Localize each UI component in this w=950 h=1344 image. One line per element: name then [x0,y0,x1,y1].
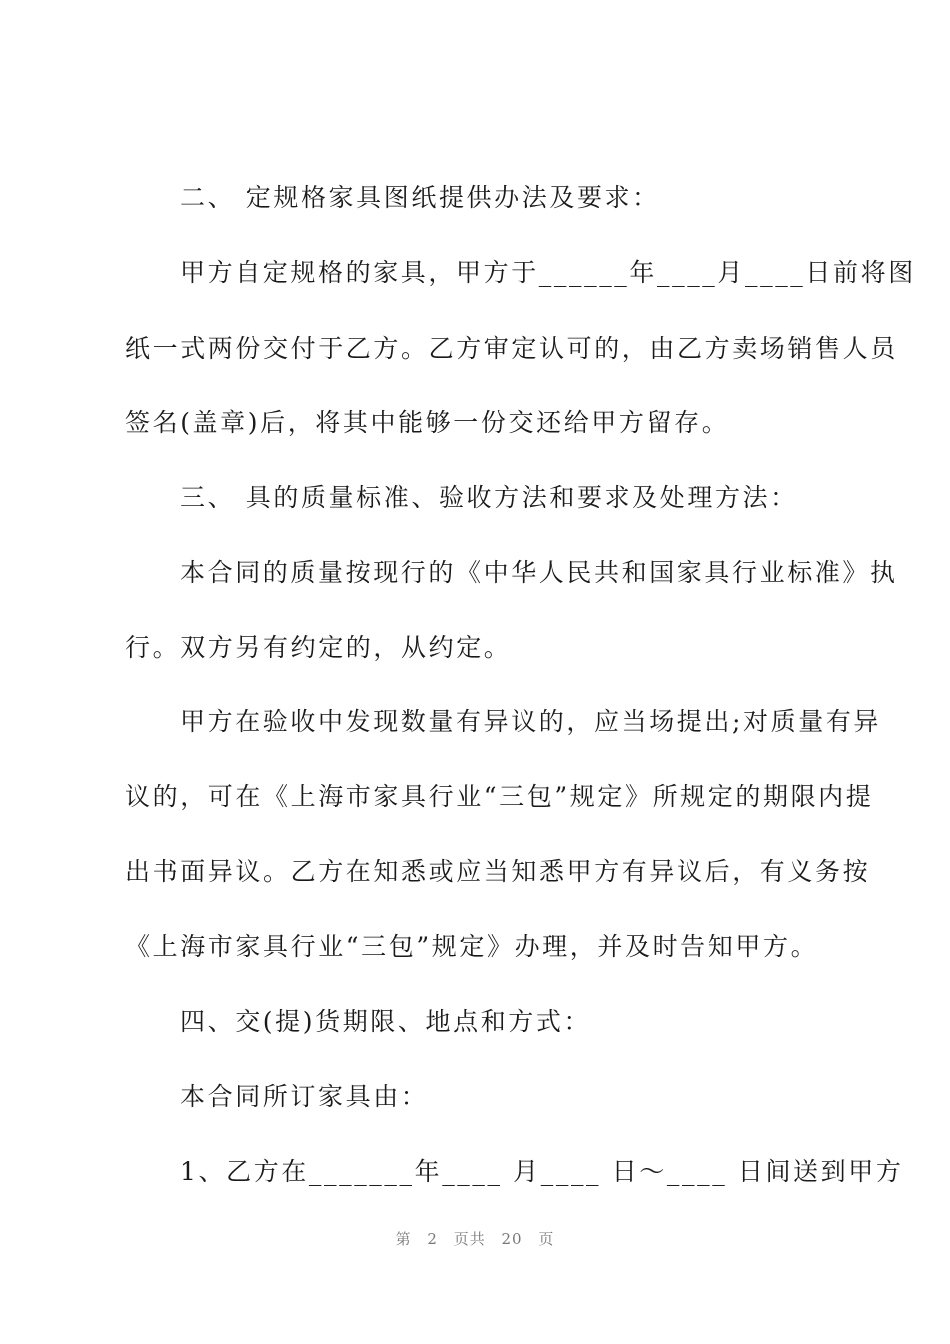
page-label-mid: 页共 [453,1230,486,1248]
total-pages: 20 [501,1230,523,1248]
paragraph-line: 纸一式两份交付于乙方。乙方审定认可的，由乙方卖场销售人员 [125,334,898,363]
page-footer [0,1228,950,1249]
paragraph-line: 1、乙方在_______年____ 月____ 日～____ 日间送到甲方 [180,1157,904,1186]
paragraph-line: 本合同的质量按现行的《中华人民共和国家具行业标准》执 [180,558,898,587]
paragraph-line: 《上海市家具行业“三包”规定》办理，并及时告知甲方。 [125,932,819,961]
paragraph-line: 甲方自定规格的家具，甲方于______年____月____日前将图 [180,258,916,287]
paragraph-line: 议的，可在《上海市家具行业“三包”规定》所规定的期限内提 [125,782,874,811]
paragraph-line: 行。双方另有约定的，从约定。 [125,633,512,662]
section-heading-4: 四、交(提)货期限、地点和方式： [180,1007,592,1036]
paragraph-line: 出书面异议。乙方在知悉或应当知悉甲方有异议后，有义务按 [125,857,871,886]
page-label-prefix: 第 [395,1230,412,1248]
page-label-suffix: 页 [538,1230,555,1248]
section-heading-2: 二、 定规格家具图纸提供办法及要求： [180,183,660,212]
section-heading-3: 三、 具的质量标准、验收方法和要求及处理方法： [180,483,798,512]
paragraph-line: 签名(盖章)后，将其中能够一份交还给甲方留存。 [125,408,730,437]
paragraph-line: 甲方在验收中发现数量有异议的，应当场提出;对质量有异 [180,707,882,736]
page-number: 2 [427,1230,438,1248]
paragraph-line: 本合同所订家具由： [180,1082,429,1111]
